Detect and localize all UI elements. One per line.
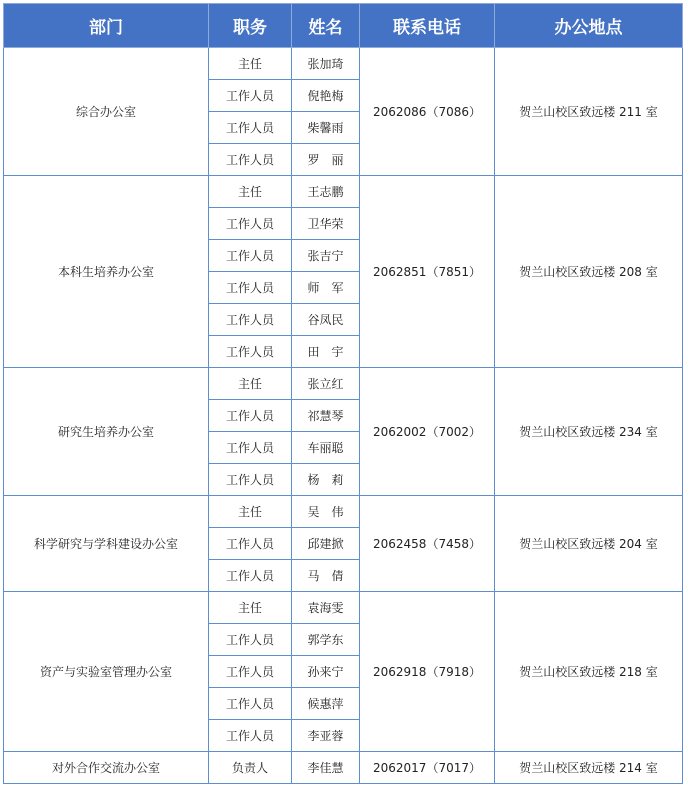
name-cell: 罗 丽 <box>292 144 360 176</box>
name-cell: 张立红 <box>292 368 360 400</box>
name-cell: 谷凤民 <box>292 304 360 336</box>
department-cell: 综合办公室 <box>4 48 209 176</box>
phone-cell: 2062086（7086） <box>360 48 495 176</box>
department-cell: 研究生培养办公室 <box>4 368 209 496</box>
position-cell: 工作人员 <box>209 144 292 176</box>
name-cell: 张加琦 <box>292 48 360 80</box>
header-name: 姓名 <box>292 4 360 48</box>
position-cell: 工作人员 <box>209 240 292 272</box>
phone-cell: 2062918（7918） <box>360 592 495 752</box>
department-cell: 对外合作交流办公室 <box>4 752 209 784</box>
position-cell: 主任 <box>209 176 292 208</box>
table-body <box>4 48 683 784</box>
name-cell: 车丽聪 <box>292 432 360 464</box>
name-cell: 柴馨雨 <box>292 112 360 144</box>
position-cell: 工作人员 <box>209 304 292 336</box>
department-cell: 本科生培养办公室 <box>4 176 209 368</box>
table-row <box>4 48 683 80</box>
name-cell: 田 宇 <box>292 336 360 368</box>
position-cell: 工作人员 <box>209 432 292 464</box>
name-cell: 袁海雯 <box>292 592 360 624</box>
header-phone: 联系电话 <box>360 4 495 48</box>
table-row <box>4 592 683 624</box>
name-cell: 李佳慧 <box>292 752 360 784</box>
name-cell: 师 军 <box>292 272 360 304</box>
position-cell: 工作人员 <box>209 720 292 752</box>
position-cell: 工作人员 <box>209 656 292 688</box>
table-row <box>4 176 683 208</box>
position-cell: 工作人员 <box>209 688 292 720</box>
name-cell: 邱建掀 <box>292 528 360 560</box>
position-cell: 工作人员 <box>209 336 292 368</box>
office-location-cell: 贺兰山校区致远楼 214 室 <box>495 752 683 784</box>
name-cell: 杨 莉 <box>292 464 360 496</box>
office-location-cell: 贺兰山校区致远楼 204 室 <box>495 496 683 592</box>
header-department: 部门 <box>4 4 209 48</box>
phone-cell: 2062002（7002） <box>360 368 495 496</box>
position-cell: 工作人员 <box>209 624 292 656</box>
position-cell: 工作人员 <box>209 208 292 240</box>
position-cell: 负责人 <box>209 752 292 784</box>
position-cell: 工作人员 <box>209 400 292 432</box>
phone-cell: 2062017（7017） <box>360 752 495 784</box>
name-cell: 孙来宁 <box>292 656 360 688</box>
position-cell: 工作人员 <box>209 80 292 112</box>
office-directory-table <box>3 3 683 784</box>
name-cell: 郭学东 <box>292 624 360 656</box>
table-row <box>4 368 683 400</box>
position-cell: 工作人员 <box>209 464 292 496</box>
table-row <box>4 752 683 784</box>
name-cell: 候惠萍 <box>292 688 360 720</box>
department-cell: 科学研究与学科建设办公室 <box>4 496 209 592</box>
position-cell: 主任 <box>209 496 292 528</box>
position-cell: 工作人员 <box>209 112 292 144</box>
name-cell: 吴 伟 <box>292 496 360 528</box>
table-row <box>4 496 683 528</box>
phone-cell: 2062851（7851） <box>360 176 495 368</box>
name-cell: 马 倩 <box>292 560 360 592</box>
header-office-location: 办公地点 <box>495 4 683 48</box>
position-cell: 主任 <box>209 368 292 400</box>
office-location-cell: 贺兰山校区致远楼 208 室 <box>495 176 683 368</box>
name-cell: 倪艳梅 <box>292 80 360 112</box>
name-cell: 张吉宁 <box>292 240 360 272</box>
position-cell: 工作人员 <box>209 272 292 304</box>
position-cell: 工作人员 <box>209 560 292 592</box>
phone-cell: 2062458（7458） <box>360 496 495 592</box>
header-row <box>4 4 683 48</box>
table-header <box>4 4 683 48</box>
name-cell: 李亚蓉 <box>292 720 360 752</box>
department-cell: 资产与实验室管理办公室 <box>4 592 209 752</box>
name-cell: 卫华荣 <box>292 208 360 240</box>
office-location-cell: 贺兰山校区致远楼 211 室 <box>495 48 683 176</box>
office-location-cell: 贺兰山校区致远楼 218 室 <box>495 592 683 752</box>
position-cell: 主任 <box>209 592 292 624</box>
position-cell: 主任 <box>209 48 292 80</box>
office-location-cell: 贺兰山校区致远楼 234 室 <box>495 368 683 496</box>
header-position: 职务 <box>209 4 292 48</box>
name-cell: 王志鹏 <box>292 176 360 208</box>
position-cell: 工作人员 <box>209 528 292 560</box>
name-cell: 祁慧琴 <box>292 400 360 432</box>
